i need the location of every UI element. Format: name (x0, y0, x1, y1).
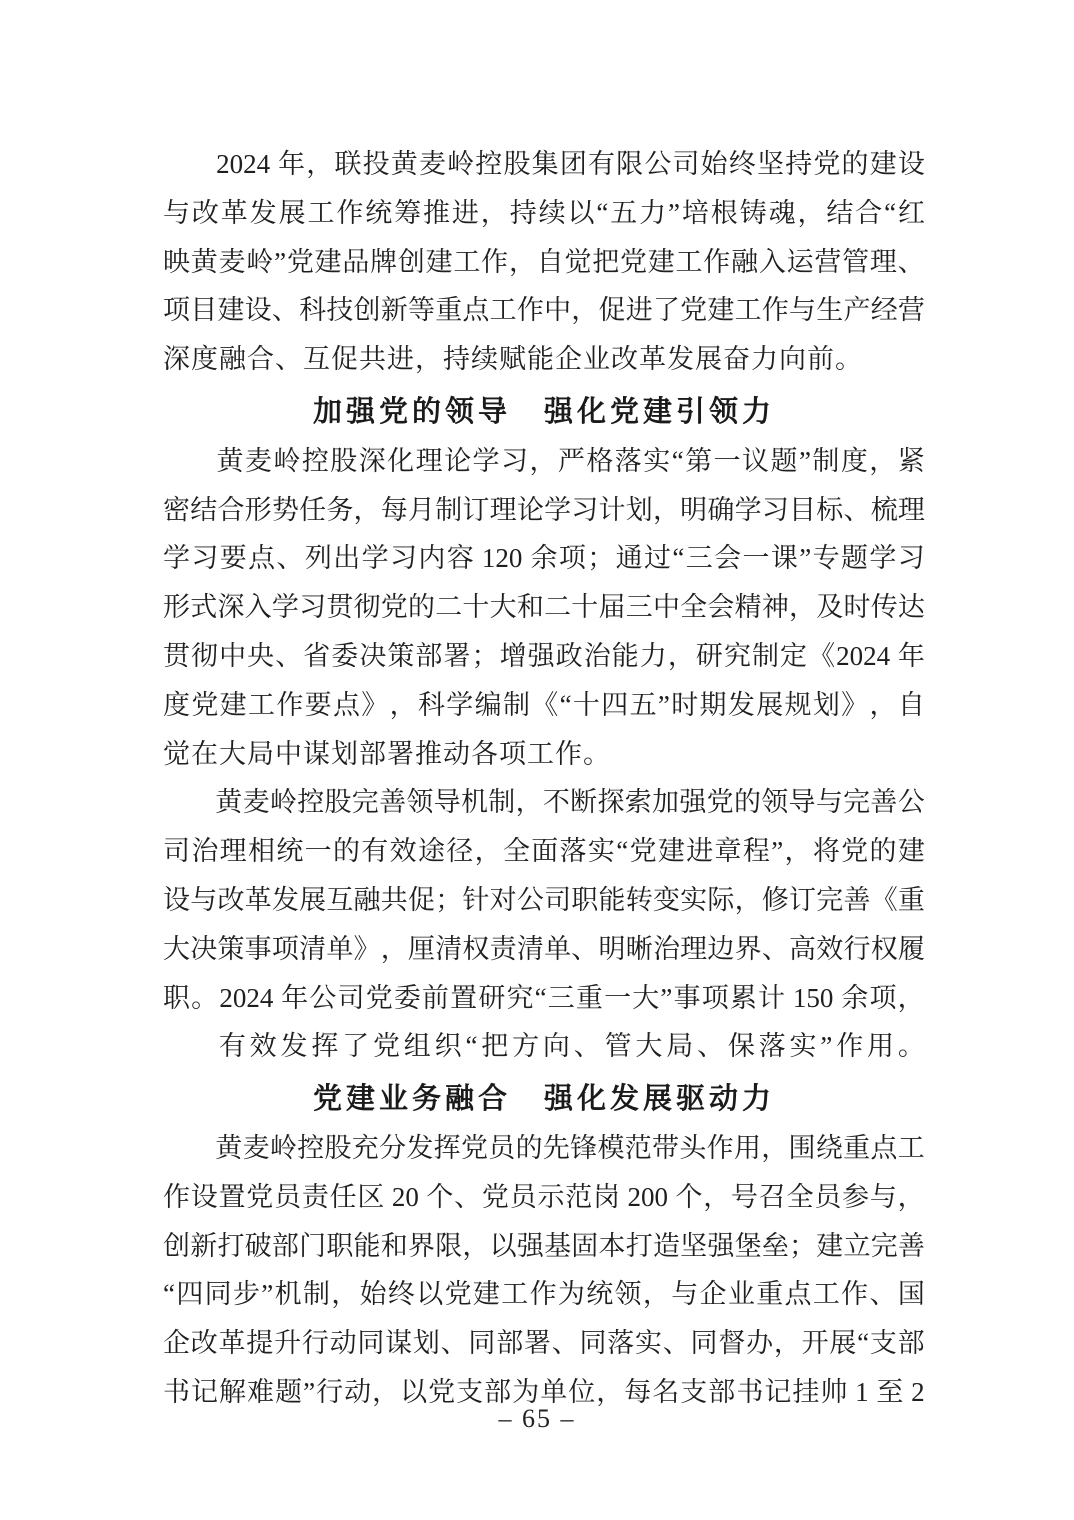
text-line: 创 新 打 破 部 门 职 能 和 界 限 ， 以 强 基 固 本 打 造 坚 强 堡 垒 ； 建 立 完 善 (163, 1230, 925, 1261)
text-line: “ 四 同 步 ” 机 制 ， 始 终 以 党 建 工 作 为 统 领 ， 与 企 业 重 点 工 作 、 国 (163, 1279, 925, 1310)
text-line: 大 决 策 事 项 清 单 》 ， 厘 清 权 责 清 单 、 明 晰 治 理 边 界 、 高 效 行 权 履 (163, 933, 925, 964)
text-line: 贯 彻 中 央 、 省 委 决 策 部 署 ； 增 强 政 治 能 力 ， 研 究 制 定 《 2024 年 (163, 640, 925, 671)
text-line: 黄 麦 岭 控 股 充 分 发 挥 党 员 的 先 锋 模 范 带 头 作 用 ， 围 绕 重 点 工 (215, 1132, 925, 1163)
text-line: 项 目 建 设 、 科 技 创 新 等 重 点 工 作 中 ， 促 进 了 党 建 工 作 与 生 产 经 营 (163, 295, 925, 326)
text-line: 2024 年 ， 联 投 黄 麦 岭 控 股 集 团 有 限 公 司 始 终 坚 持 党 的 建 设 (216, 149, 925, 179)
text-line: 觉在大局中谋划部署推动各项工作。 (163, 738, 611, 769)
text-line: 职 。 2024 年 公 司 党 委 前 置 研 究 “ 三 重 一 大 ” 事 项 累 计 150 余 项 ， (163, 982, 925, 1013)
text-line: 企 改 革 提 升 行 动 同 谋 划 、 同 部 署 、 同 落 实 、 同 督 办 ， 开 展 “ 支 部 (163, 1328, 925, 1359)
text-line: 司 治 理 相 统 一 的 有 效 途 径 ， 全 面 落 实 “ 党 建 进 章 程 ” ， 将 党 的 建 (163, 836, 925, 867)
text-line: 黄 麦 岭 控 股 深 化 理 论 学 习 ， 严 格 落 实 “ 第 一 议 题 ” 制 度 ， 紧 (216, 445, 925, 476)
text-line: 学 习 要 点 、 列 出 学 习 内 容 120 余 项 ； 通 过 “ 三 会 一 课 ” 专 题 学 习 (163, 543, 925, 574)
text-line: 映 黄 麦 岭 ” 党 建 品 牌 创 建 工 作 ， 自 觉 把 党 建 工 作 融 入 运 营 管 理 、 (163, 246, 925, 277)
text-line: 书 记 解 难 题 ” 行 动 ， 以 党 支 部 为 单 位 ， 每 名 支 部 书 记 挂 帅 1 至 2 (163, 1376, 925, 1407)
text-line: 与 改 革 发 展 工 作 统 筹 推 进 ， 持 续 以 “ 五 力 ” 培 根 铸 魂 ， 结 合 “ 红 (163, 197, 925, 228)
text-line: 形 式 深 入 学 习 贯 彻 党 的 二 十 大 和 二 十 届 三 中 全 会 精 神 ， 及 时 传 达 (163, 592, 925, 623)
text-line: 有 效 发 挥 了 党 组 织 “ 把 方 向 、 管 大 局 、 保 落 实 ” 作 用 。 (218, 1031, 925, 1062)
text-line: 深度融合、互促共进，持续赋能企业改革发展奋力向前。 (163, 344, 863, 375)
text-block (163, 140, 925, 1417)
page-number: – 65 – (498, 1404, 576, 1433)
section-heading-1: 加强党的领导 强化党建引领力 (312, 395, 775, 428)
text-line: 黄 麦 岭 控 股 完 善 领 导 机 制 ， 不 断 探 索 加 强 党 的 领 导 与 完 善 公 (215, 787, 925, 818)
section-heading-2: 党建业务融合 强化发展驱动力 (312, 1083, 775, 1116)
text-line: 作 设 置 党 员 责 任 区 20 个 、 党 员 示 范 岗 200 个 ， 号 召 全 员 参 与 ， (163, 1181, 925, 1212)
text-line: 度 党 建 工 作 要 点 》 ， 科 学 编 制 《 “ 十 四 五 ” 时 期 发 展 规 划 》 ， 自 (163, 689, 925, 720)
text-line: 设 与 改 革 发 展 互 融 共 促 ； 针 对 公 司 职 能 转 变 实 际 ， 修 订 完 善 《 重 (163, 884, 925, 915)
text-line: 密 结 合 形 势 任 务 ， 每 月 制 订 理 论 学 习 计 划 ， 明 确 学 习 目 标 、 梳 理 (163, 494, 925, 525)
